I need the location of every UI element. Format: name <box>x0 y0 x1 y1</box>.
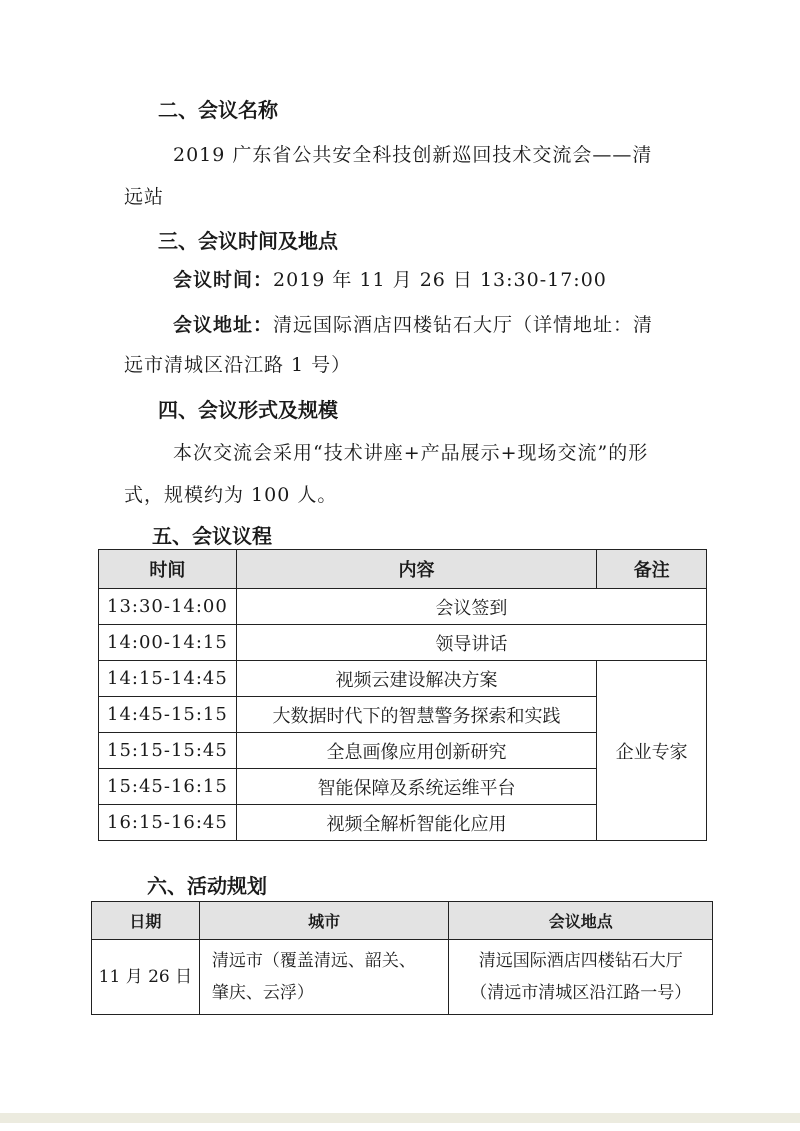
agenda-row <box>99 661 707 697</box>
meeting-time-value: 2019 年 11 月 26 日 13:30-17:00 <box>273 269 607 291</box>
section-heading-plan: 六、活动规划 <box>147 874 267 898</box>
agenda-header-content: 内容 <box>236 550 596 589</box>
format-line-1: 本次交流会采用“技术讲座+产品展示+现场交流”的形 <box>173 442 649 464</box>
plan-date: 11 月 26 日 <box>92 940 200 1015</box>
plan-venue <box>449 940 713 1015</box>
meeting-address-line-1 <box>173 310 653 337</box>
agenda-content: 大数据时代下的智慧警务探索和实践 <box>236 697 596 733</box>
agenda-content: 视频云建设解决方案 <box>236 661 596 697</box>
meeting-time-line <box>173 265 607 292</box>
plan-city-line-1: 清远市（覆盖清远、韶关、 <box>211 951 416 971</box>
plan-header-row <box>92 902 713 940</box>
section-heading-agenda: 五、会议议程 <box>152 524 272 548</box>
agenda-table <box>98 549 707 841</box>
agenda-content: 领导讲话 <box>236 625 706 661</box>
agenda-time: 14:45-15:15 <box>99 697 237 733</box>
agenda-content: 全息画像应用创新研究 <box>236 733 596 769</box>
agenda-time: 16:15-16:45 <box>99 805 237 841</box>
meeting-name-line-1: 2019 广东省公共安全科技创新巡回技术交流会——清 <box>173 144 653 166</box>
section-heading-time-place: 三、会议时间及地点 <box>158 229 338 253</box>
agenda-row <box>99 625 707 661</box>
agenda-content: 智能保障及系统运维平台 <box>236 769 596 805</box>
plan-header-date: 日期 <box>92 902 200 940</box>
scan-edge-line <box>0 1113 800 1123</box>
agenda-time: 13:30-14:00 <box>99 589 237 625</box>
agenda-row <box>99 589 707 625</box>
plan-venue-line-1: 清远国际酒店四楼钻石大厅 <box>478 951 683 971</box>
meeting-address-value-1: 清远国际酒店四楼钻石大厅（详情地址：清 <box>273 314 654 336</box>
agenda-header-row <box>99 550 707 589</box>
plan-table <box>91 901 713 1015</box>
plan-header-venue: 会议地点 <box>449 902 713 940</box>
plan-row <box>92 940 713 1015</box>
meeting-time-label: 会议时间： <box>173 269 274 291</box>
agenda-time: 15:45-16:15 <box>99 769 237 805</box>
section-heading-name: 二、会议名称 <box>158 98 278 122</box>
agenda-header-remark: 备注 <box>597 550 707 589</box>
agenda-time: 14:00-14:15 <box>99 625 237 661</box>
meeting-address-line-2: 远市清城区沿江路 1 号） <box>124 354 352 376</box>
agenda-content: 会议签到 <box>236 589 706 625</box>
plan-venue-line-2: （清远市清城区沿江路一号） <box>470 983 692 1003</box>
plan-header-city: 城市 <box>199 902 449 940</box>
agenda-remark: 企业专家 <box>597 661 707 841</box>
agenda-content: 视频全解析智能化应用 <box>236 805 596 841</box>
meeting-name-line-2: 远站 <box>124 186 165 208</box>
section-heading-format: 四、会议形式及规模 <box>158 398 338 422</box>
agenda-time: 14:15-14:45 <box>99 661 237 697</box>
agenda-header-time: 时间 <box>99 550 237 589</box>
meeting-address-label: 会议地址： <box>173 314 274 336</box>
plan-city-line-2: 肇庆、云浮） <box>211 983 314 1003</box>
plan-city <box>199 940 449 1015</box>
format-line-2: 式，规模约为 100 人。 <box>124 484 338 506</box>
agenda-time: 15:15-15:45 <box>99 733 237 769</box>
